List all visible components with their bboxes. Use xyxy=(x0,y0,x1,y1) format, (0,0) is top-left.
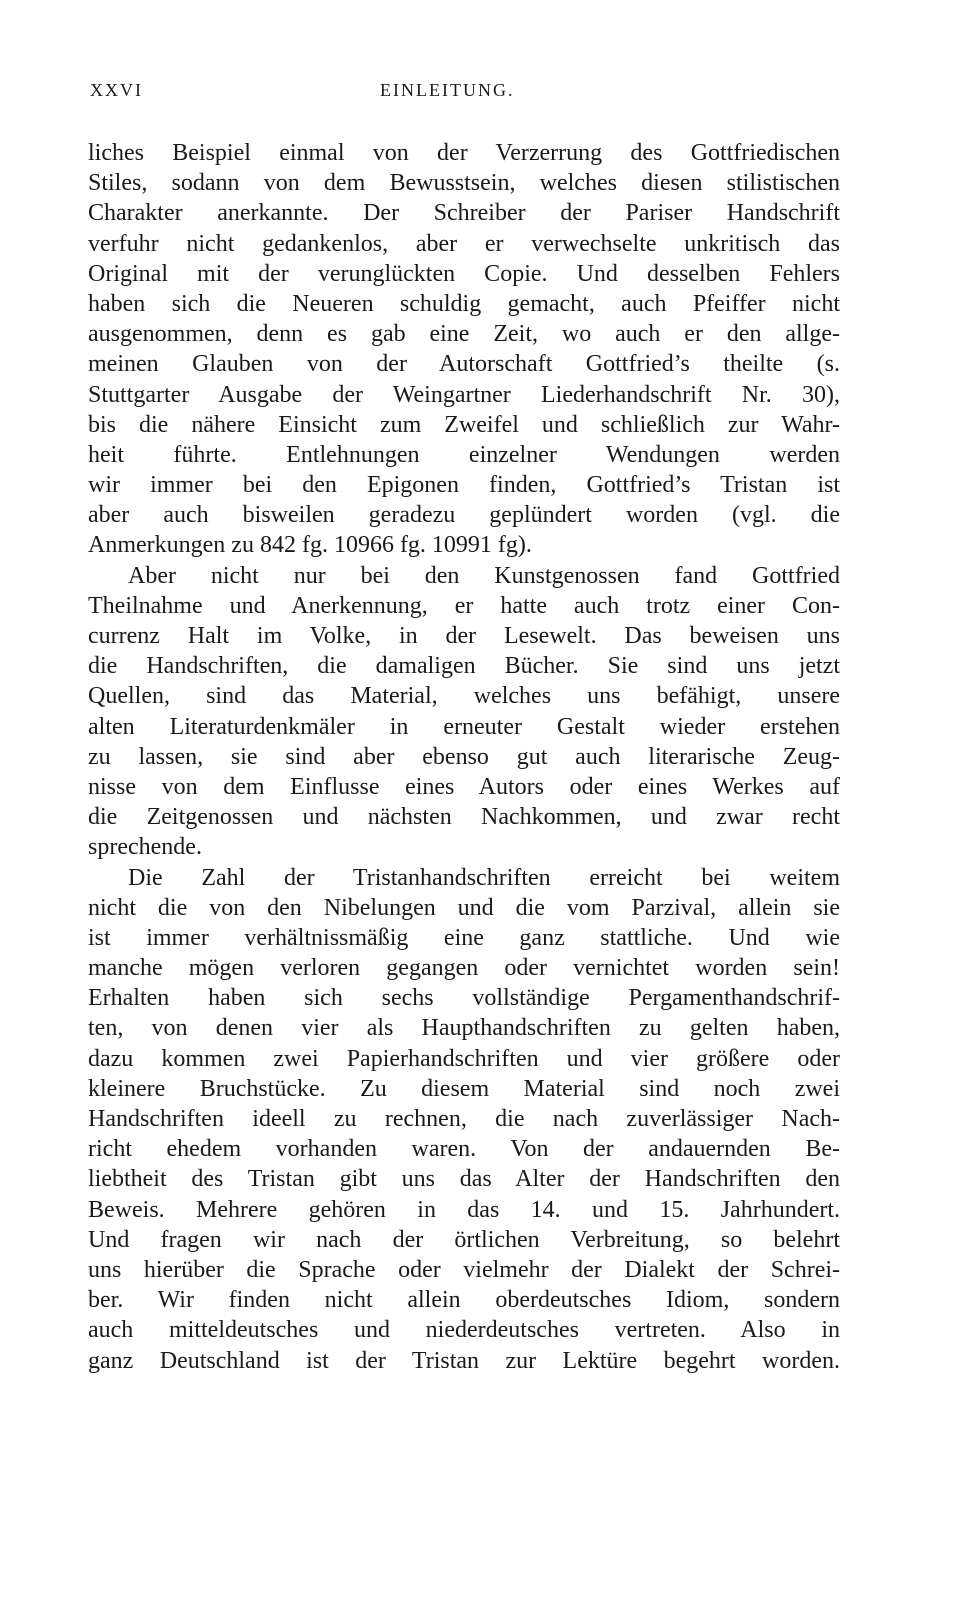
text-line: ganz Deutschland ist der Tristan zur Lektüre begehrt worden. xyxy=(88,1347,840,1374)
text-line: ist immer verhältnissmäßig eine ganz stattliche. Und wie xyxy=(88,924,840,951)
text-line: uns hierüber die Sprache oder vielmehr der Dialekt der Schrei- xyxy=(88,1256,840,1283)
text-line: richt ehedem vorhanden waren. Von der andauernden Be- xyxy=(88,1136,840,1163)
text-line: ten, von denen vier als Haupthandschriften zu gelten haben, xyxy=(88,1015,840,1042)
text-line: die Zeitgenossen und nächsten Nachkommen, und zwar recht xyxy=(88,804,840,831)
text-line: ausgenommen, denn es gab eine Zeit, wo auch er den allge- xyxy=(88,321,840,348)
text-line: nisse von dem Einflusse eines Autors oder eines Werkes auf xyxy=(88,773,840,800)
text-line: Charakter anerkannte. Der Schreiber der Pariser Handschrift xyxy=(88,200,840,227)
text-line: Anmerkungen zu 842 fg. 10966 fg. 10991 fg). xyxy=(88,532,532,559)
running-title: EINLEITUNG. xyxy=(380,80,515,100)
text-line: dazu kommen zwei Papierhandschriften und vier größere oder xyxy=(88,1045,840,1072)
text-line: Theilnahme und Anerkennung, er hatte auch trotz einer Con- xyxy=(88,592,840,619)
text-line: ber. Wir finden nicht allein oberdeutsches Idiom, sondern xyxy=(88,1287,840,1314)
body-text xyxy=(88,138,840,1376)
text-line: Quellen, sind das Material, welches uns befähigt, unsere xyxy=(88,683,840,710)
running-head xyxy=(88,80,840,104)
text-line: kleinere Bruchstücke. Zu diesem Material sind noch zwei xyxy=(88,1075,840,1102)
text-line: liebtheit des Tristan gibt uns das Alter der Handschriften den xyxy=(88,1166,840,1193)
text-line: haben sich die Neueren schuldig gemacht, auch Pfeiffer nicht xyxy=(88,290,840,317)
text-line: wir immer bei den Epigonen finden, Gottfried’s Tristan ist xyxy=(88,472,840,499)
text-line: manche mögen verloren gegangen oder vernichtet worden sein! xyxy=(88,955,840,982)
text-line: bis die nähere Einsicht zum Zweifel und schließlich zur Wahr- xyxy=(88,411,840,438)
text-line: Erhalten haben sich sechs vollständige Pergamenthandschrif- xyxy=(88,985,840,1012)
text-line: Stiles, sodann von dem Bewusstsein, welches diesen stilistischen xyxy=(88,170,840,197)
text-line: Aber nicht nur bei den Kunstgenossen fand Gottfried xyxy=(128,562,840,589)
text-line: verfuhr nicht gedankenlos, aber er verwechselte unkritisch das xyxy=(88,230,840,257)
text-line: Beweis. Mehrere gehören in das 14. und 15. Jahrhundert. xyxy=(88,1196,840,1223)
text-line: heit führte. Entlehnungen einzelner Wendungen werden xyxy=(88,441,840,468)
text-line: Die Zahl der Tristanhandschriften erreicht bei weitem xyxy=(128,864,840,891)
page-number: XXVI xyxy=(90,80,143,100)
text-line: die Handschriften, die damaligen Bücher. Sie sind uns jetzt xyxy=(88,653,840,680)
text-line: Handschriften ideell zu rechnen, die nach zuverlässiger Nach- xyxy=(88,1106,840,1132)
text-line: auch mitteldeutsches und niederdeutsches vertreten. Also in xyxy=(88,1317,840,1344)
text-line: zu lassen, sie sind aber ebenso gut auch literarische Zeug- xyxy=(88,743,840,770)
text-line: sprechende. xyxy=(88,834,202,861)
text-line: Und fragen wir nach der örtlichen Verbreitung, so belehrt xyxy=(88,1226,840,1253)
text-line: meinen Glauben von der Autorschaft Gottfried’s theilte (s. xyxy=(88,351,840,378)
text-line: liches Beispiel einmal von der Verzerrung des Gottfriedischen xyxy=(88,140,840,166)
text-line: alten Literaturdenkmäler in erneuter Gestalt wieder erstehen xyxy=(88,713,840,740)
text-line: currenz Halt im Volke, in der Lesewelt. Das beweisen uns xyxy=(88,623,840,649)
text-line: Stuttgarter Ausgabe der Weingartner Liederhandschrift Nr. 30), xyxy=(88,381,840,408)
text-line: nicht die von den Nibelungen und die vom Parzival, allein sie xyxy=(88,894,840,921)
text-line: Original mit der verunglückten Copie. Und desselben Fehlers xyxy=(88,260,840,287)
text-line: aber auch bisweilen geradezu geplündert worden (vgl. die xyxy=(88,502,840,529)
